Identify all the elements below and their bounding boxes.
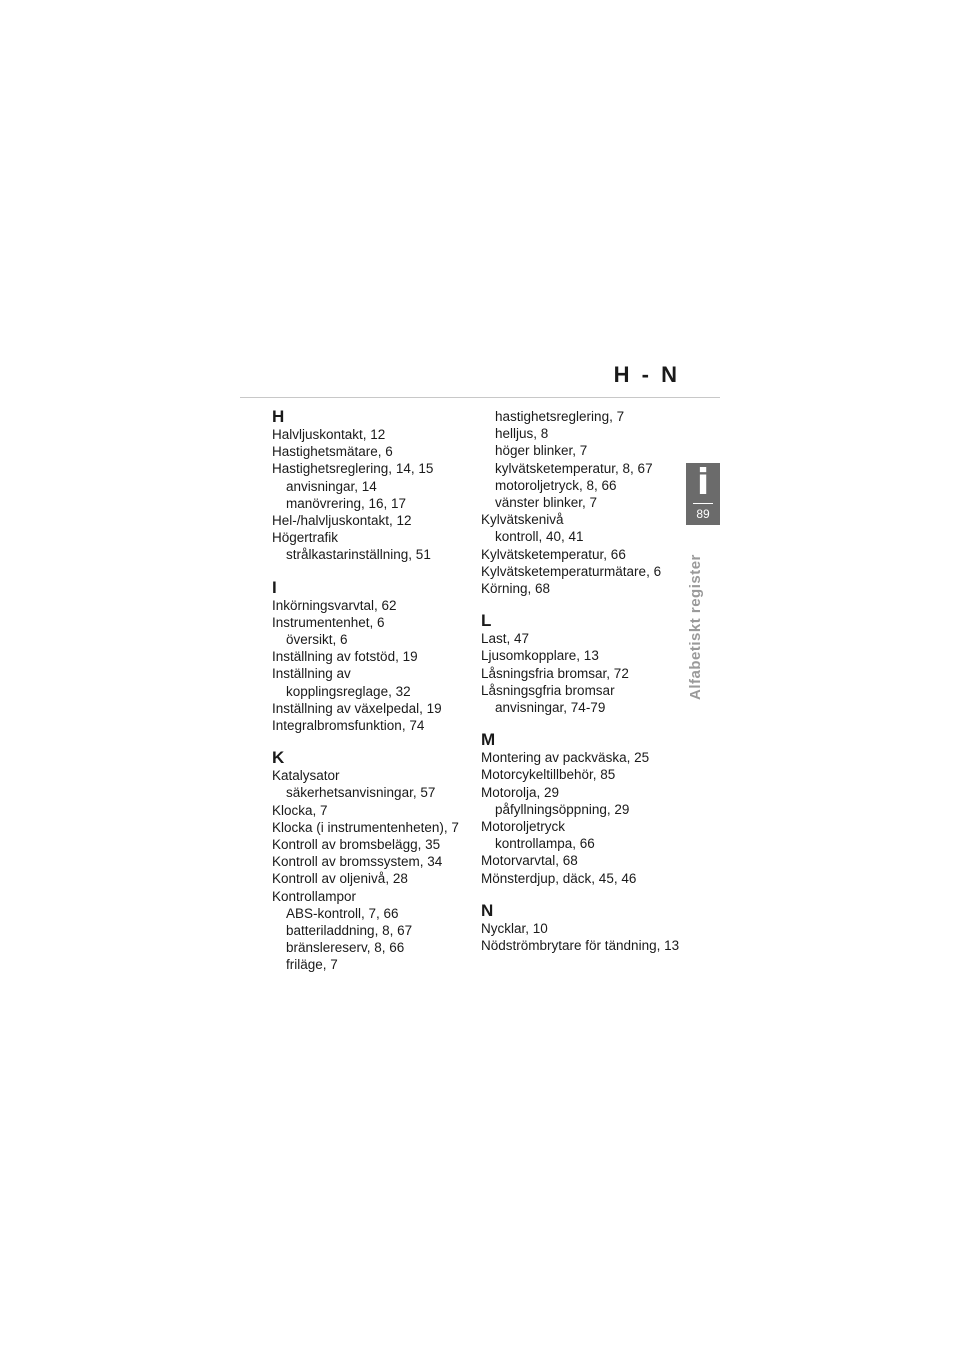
index-subentry: påfyllningsöppning, 29 xyxy=(495,801,630,817)
index-entry: Instrumentenhet, 6 xyxy=(272,614,385,630)
index-subentry: kontroll, 40, 41 xyxy=(495,529,584,545)
index-subentry: höger blinker, 7 xyxy=(495,443,588,459)
index-entry: Hastighetsreglering, 14, 15 xyxy=(272,461,434,477)
index-letter-heading: N xyxy=(481,900,494,920)
index-entry: Låsningsfria bromsar, 72 xyxy=(481,665,629,681)
index-entry: Nödströmbrytare för tändning, 13 xyxy=(481,938,680,954)
index-letter-heading: K xyxy=(272,748,285,768)
index-entry: Högertrafik xyxy=(272,530,339,546)
index-subentry: vänster blinker, 7 xyxy=(495,495,598,511)
index-entry: Katalysator xyxy=(272,768,340,784)
index-subentry: kylvätsketemperatur, 8, 67 xyxy=(495,460,653,476)
index-subentry: helljus, 8 xyxy=(495,426,549,442)
header-divider xyxy=(240,397,720,398)
index-entry: Kontroll av oljenivå, 28 xyxy=(272,871,408,887)
page-title: H - N xyxy=(613,362,680,387)
index-entry: Inställning av växelpedal, 19 xyxy=(272,700,442,716)
index-entry: Motoroljetryck xyxy=(481,819,566,835)
index-entry: Integralbromsfunktion, 74 xyxy=(272,718,425,734)
index-entry: Montering av packväska, 25 xyxy=(481,750,650,766)
index-subentry: strålkastarinställning, 51 xyxy=(286,547,431,563)
index-entry: Låsningsgfria bromsar xyxy=(481,682,615,698)
index-entry: Klocka, 7 xyxy=(272,802,328,818)
index-subentry: hastighetsreglering, 7 xyxy=(495,409,625,424)
index-entry: Inställning av fotstöd, 19 xyxy=(272,649,418,665)
index-entry: Motorvarvtal, 68 xyxy=(481,853,578,869)
index-entry: Körning, 68 xyxy=(481,581,551,597)
index-subentry: manövrering, 16, 17 xyxy=(286,495,407,511)
index-entry: Inställning av xyxy=(272,666,351,682)
index-entry: Motorolja, 29 xyxy=(481,784,560,800)
index-subentry: kopplingsreglage, 32 xyxy=(286,683,411,699)
index-subentry: motoroljetryck, 8, 66 xyxy=(495,477,617,493)
index-subentry: översikt, 6 xyxy=(286,632,348,648)
index-column-right xyxy=(481,408,691,954)
index-entry: Halvljuskontakt, 12 xyxy=(272,427,386,442)
index-subentry: kontrollampa, 66 xyxy=(495,836,595,852)
index-entry: Kylvätskenivå xyxy=(481,512,564,528)
index-letter-heading: M xyxy=(481,730,496,750)
index-entry: Kontroll av bromssystem, 34 xyxy=(272,854,443,870)
index-subentry: anvisningar, 14 xyxy=(286,478,377,494)
index-entry: Motorcykeltillbehör, 85 xyxy=(481,767,616,783)
index-entry: Ljusomkopplare, 13 xyxy=(481,648,599,664)
index-letter-heading: I xyxy=(272,577,277,597)
index-entry: Mönsterdjup, däck, 45, 46 xyxy=(481,870,637,886)
index-entry: Nycklar, 10 xyxy=(481,920,548,936)
index-letter-heading: H xyxy=(272,407,285,426)
index-entry: Last, 47 xyxy=(481,631,530,647)
index-entry: Kylvätsketemperaturmätare, 6 xyxy=(481,563,662,579)
index-entry: Klocka (i instrumentenheten), 7 xyxy=(272,819,459,835)
index-entry: Hel-/halvljuskontakt, 12 xyxy=(272,513,412,529)
index-letter-heading: L xyxy=(481,611,492,631)
index-entry: Kontrollampor xyxy=(272,888,357,904)
index-subentry: bränslereserv, 8, 66 xyxy=(286,940,405,956)
index-subentry: friläge, 7 xyxy=(286,957,338,973)
index-subentry: batteriladdning, 8, 67 xyxy=(286,923,413,939)
tab-divider xyxy=(693,503,713,504)
index-entry: Kontroll av bromsbelägg, 35 xyxy=(272,837,441,853)
index-entry: Kylvätsketemperatur, 66 xyxy=(481,546,626,562)
section-side-label: Alfabetiskt register xyxy=(687,554,704,700)
index-column-left xyxy=(272,408,482,974)
section-tab xyxy=(686,463,720,525)
info-icon: i xyxy=(696,462,710,503)
page-number: 89 xyxy=(696,507,710,521)
index-entry: Hastighetsmätare, 6 xyxy=(272,444,393,460)
index-entry: Inkörningsvarvtal, 62 xyxy=(272,597,397,613)
index-subentry: anvisningar, 74-79 xyxy=(495,700,606,716)
index-subentry: ABS-kontroll, 7, 66 xyxy=(286,905,399,921)
index-subentry: säkerhetsanvisningar, 57 xyxy=(286,785,436,801)
